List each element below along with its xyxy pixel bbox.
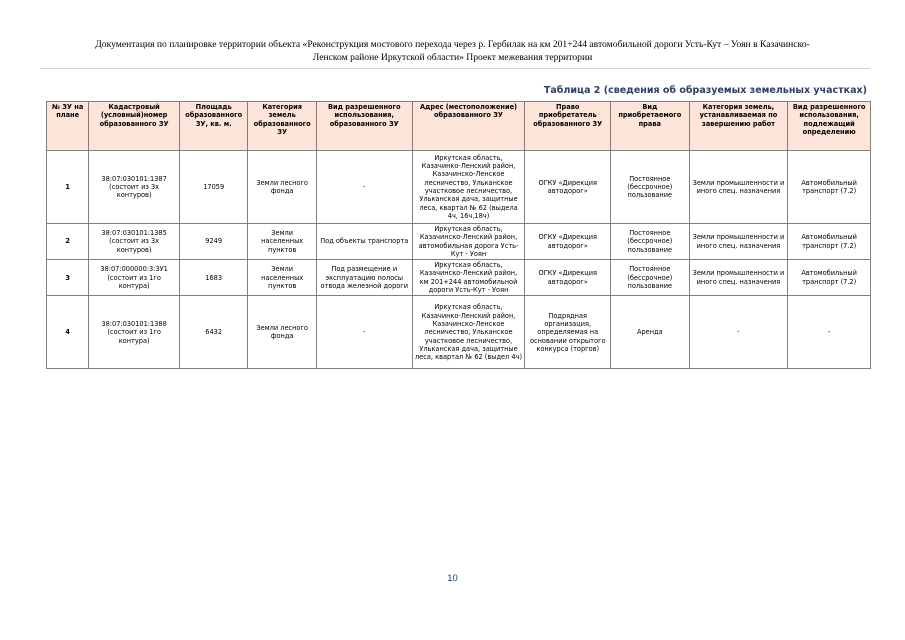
column-header: Право приобретатель образованного ЗУ [525, 102, 611, 151]
row-number: 4 [47, 296, 89, 369]
plot-address: Иркутская область, Казачинко-Ленский район, Казачинско-Ленское лесничество, Ульканское участковое лесничество, Ульканская дача, защитные леса, квартал № 62 (выдел 4ч) [412, 296, 525, 369]
table-row [47, 260, 871, 296]
category-after-works: - [689, 296, 788, 369]
row-number: 3 [47, 260, 89, 296]
permitted-use: - [316, 151, 412, 224]
plot-area: 17059 [179, 151, 247, 224]
use-to-define: Автомобильный транспорт (7.2) [788, 260, 871, 296]
category-after-works: Земли промышленности и иного спец. назначения [689, 224, 788, 260]
page-number: 10 [447, 573, 458, 584]
cadastral-number: 38:07:030101:1385 (состоит из 3х контуров) [89, 224, 180, 260]
category-after-works: Земли промышленности и иного спец. назначения [689, 260, 788, 296]
right-holder: ОГКУ «Дирекция автодорог» [525, 260, 611, 296]
cadastral-number: 38:07:030101:1387 (состоит из 3х контуров) [89, 151, 180, 224]
column-header: Категория земель образованного ЗУ [248, 102, 316, 151]
plot-address: Иркутская область, Казачинско-Ленский район, автомобильная дорога Усть-Кут - Уоян [412, 224, 525, 260]
permitted-use: - [316, 296, 412, 369]
cadastral-number: 38:07:030101:1388 (состоит из 1го контура) [89, 296, 180, 369]
table-row [47, 224, 871, 260]
land-category: Земли населенных пунктов [248, 224, 316, 260]
plot-area: 9249 [179, 224, 247, 260]
table-row [47, 151, 871, 224]
row-number: 2 [47, 224, 89, 260]
plot-address: Иркутская область, Казачинско-Ленский район, км 201+244 автомобильной дороги Усть-Кут - Уоян [412, 260, 525, 296]
right-holder: ОГКУ «Дирекция автодорог» [525, 151, 611, 224]
plot-address: Иркутская область, Казачинко-Ленский район, Казачинско-Ленское лесничество, Ульканское участковое лесничество, Ульканская дача, защитные леса, квартал № 62 (выдела 4ч, 16ч,18ч) [412, 151, 525, 224]
header-line-2: Ленском районе Иркутской области» Проект межевания территории [312, 52, 593, 63]
right-type: Постоянное (бессрочное) пользование [611, 151, 690, 224]
plot-area: 6432 [179, 296, 247, 369]
column-header: Категория земель, устанавливаемая по завершению работ [689, 102, 788, 151]
use-to-define: - [788, 296, 871, 369]
right-type: Постоянное (бессрочное) пользование [611, 224, 690, 260]
use-to-define: Автомобильный транспорт (7.2) [788, 151, 871, 224]
plot-area: 1683 [179, 260, 247, 296]
table-title: Таблица 2 (сведения об образуемых земельных участках) [543, 85, 867, 96]
column-header: Вид приобретаемого права [611, 102, 690, 151]
table-row [47, 296, 871, 369]
permitted-use: Под объекты транспорта [316, 224, 412, 260]
row-number: 1 [47, 151, 89, 224]
land-category: Земли лесного фонда [248, 151, 316, 224]
right-holder: ОГКУ «Дирекция автодорог» [525, 224, 611, 260]
header-line-1: Документация по планировке территории объекта «Реконструкция мостового перехода через р. Гербилак на км 201+244 автомобильной дороги Усть-Кут – Уоян в Казачинско- [95, 39, 810, 50]
permitted-use: Под размещение и эксплуатацию полосы отвода железной дороги [316, 260, 412, 296]
land-category: Земли населенных пунктов [248, 260, 316, 296]
cadastral-number: 38:07:000000:3:ЗУ1 (состоит из 1го контура) [89, 260, 180, 296]
use-to-define: Автомобильный транспорт (7.2) [788, 224, 871, 260]
column-header: № ЗУ на плане [47, 102, 89, 151]
table-header-row [47, 102, 871, 151]
right-type: Аренда [611, 296, 690, 369]
column-header: Вид разрешенного использования, подлежащий определению [788, 102, 871, 151]
column-header: Вид разрешенного использования, образованного ЗУ [316, 102, 412, 151]
column-header: Кадастровый (условный)номер образованного ЗУ [89, 102, 180, 151]
header-divider [40, 68, 870, 69]
column-header: Адрес (местоположение) образованного ЗУ [412, 102, 525, 151]
right-type: Постоянное (бессрочное) пользование [611, 260, 690, 296]
column-header: Площадь образованного ЗУ, кв. м. [179, 102, 247, 151]
land-category: Земли лесного фонда [248, 296, 316, 369]
category-after-works: Земли промышленности и иного спец. назначения [689, 151, 788, 224]
land-plots-table [46, 101, 871, 369]
right-holder: Подрядная организация, определяемая на основании открытого конкурса (торгов) [525, 296, 611, 369]
document-header [40, 38, 865, 64]
